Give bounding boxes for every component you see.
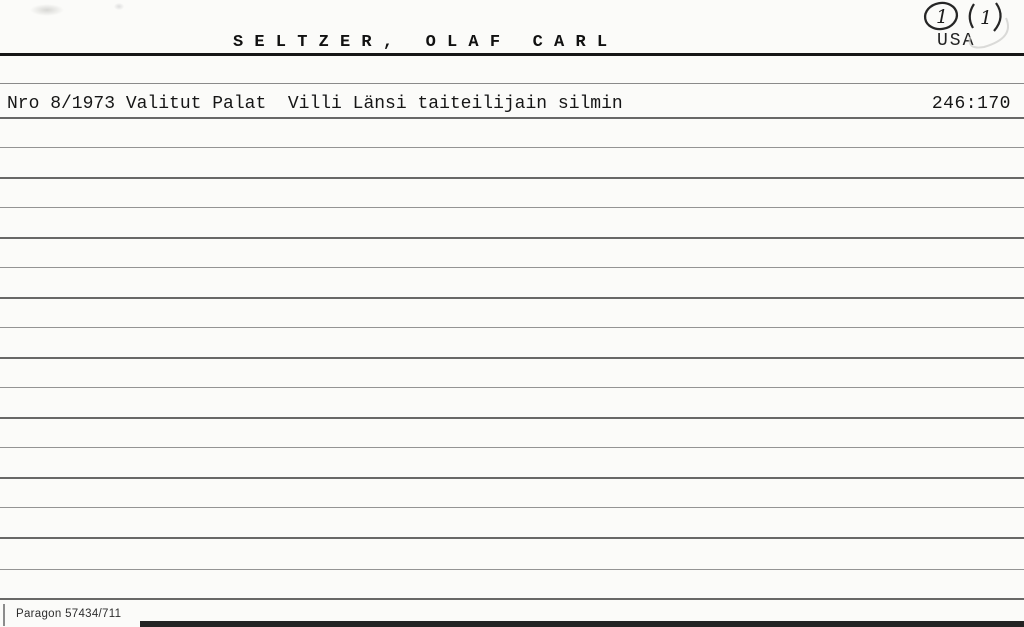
ruled-line xyxy=(0,598,1024,600)
left-paren-stroke xyxy=(970,4,974,28)
ruled-line xyxy=(0,417,1024,419)
ruled-line xyxy=(0,177,1024,179)
country-label: USA xyxy=(937,31,976,51)
ruled-line xyxy=(0,327,1024,328)
ruled-line xyxy=(0,207,1024,208)
ruled-line xyxy=(0,117,1024,119)
ruled-line xyxy=(0,569,1024,570)
scan-edge-band xyxy=(140,621,1024,627)
scan-smudge xyxy=(30,4,64,16)
entry-text: Nro 8/1973 Valitut Palat Villi Länsi taiteilijain silmin xyxy=(7,94,623,114)
circled-digit: 1 xyxy=(936,6,949,28)
ruled-line xyxy=(0,267,1024,268)
right-paren-stroke xyxy=(994,3,1001,31)
card-title: S E L T Z E R , O L A F C A R L xyxy=(233,33,608,52)
scan-smudge xyxy=(114,3,124,10)
parenthesized-digit: 1 xyxy=(980,7,993,29)
ruled-line xyxy=(0,507,1024,508)
ruled-line xyxy=(0,357,1024,359)
ruled-line xyxy=(0,477,1024,479)
header-rule xyxy=(0,53,1024,56)
ruled-line xyxy=(0,237,1024,239)
print-code: Paragon 57434/711 xyxy=(16,608,122,620)
footer-tick-mark xyxy=(3,604,5,626)
ruled-line xyxy=(0,387,1024,388)
handwritten-annotations xyxy=(910,0,1024,52)
ruled-line xyxy=(0,147,1024,148)
entry-reference: 246:170 xyxy=(931,94,1011,114)
ruled-line xyxy=(0,297,1024,299)
ruled-line xyxy=(0,537,1024,539)
ruled-line xyxy=(0,83,1024,84)
ruled-line xyxy=(0,447,1024,448)
